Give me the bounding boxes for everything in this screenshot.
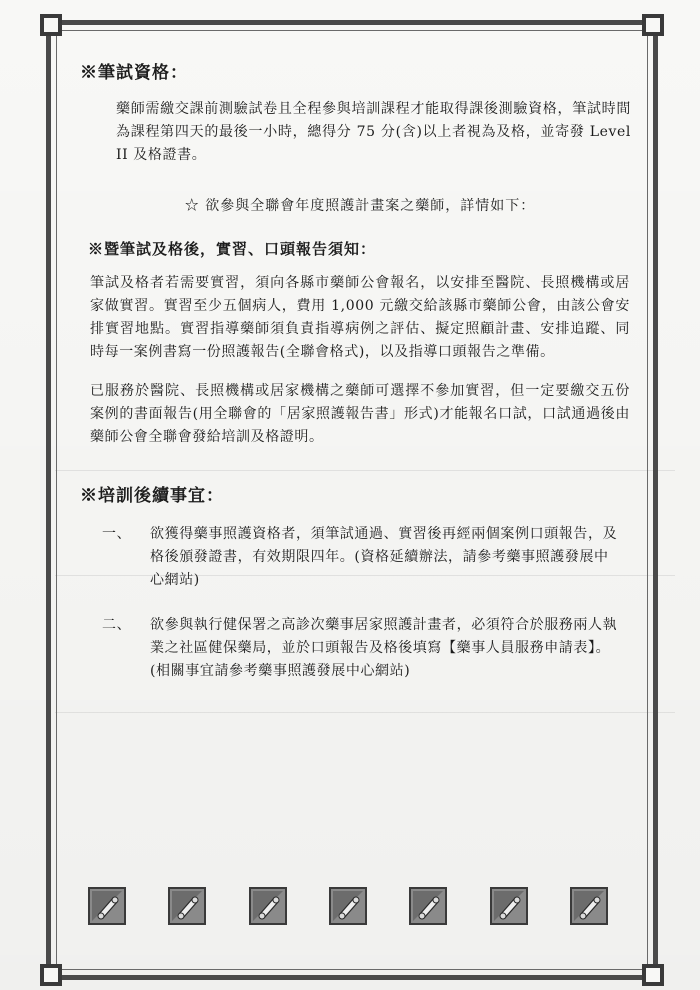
scroll-icon	[490, 887, 528, 925]
follow-up-item-text: 欲獲得藥事照護資格者，須筆試通過、實習後再經兩個案例口頭報告，及格後頒發證書，有效期限四年。(資格延續辦法，請參考藥事照護發展中心網站)	[150, 525, 618, 588]
follow-up-item	[102, 614, 622, 683]
follow-up-item-number: 一、	[102, 525, 132, 542]
follow-up-item	[102, 523, 622, 592]
document-content	[80, 62, 640, 683]
practice-paragraph-1: 筆試及格者若需要實習，須向各縣市藥師公會報名，以安排至醫院、長照機構或居家做實習。實習至少五個病人，費用 1,000 元繳交給該縣市藥師公會，由該公會安排實習地點。實習指導藥師須負責指導病例之評估、擬定照顧計畫、安排追蹤、同時每一案例書寫一份照護報告(全聯會格式)，以及指導口頭報告之準備。	[90, 274, 630, 360]
scroll-icon	[329, 887, 367, 925]
practice-report-heading: ※暨筆試及格後，實習、口頭報告須知：	[88, 239, 377, 258]
notice-line: ☆ 欲參與全聯會年度照護計畫案之藥師，詳情如下：	[184, 197, 536, 214]
written-exam-heading: ※筆試資格：	[80, 63, 188, 83]
written-exam-body: 藥師需繳交課前測驗試卷且全程參與培訓課程才能取得課後測驗資格，筆試時間為課程第四天的最後一小時，總得分 75 分(含)以上者視為及格，並寄發 Level II 及格證書。	[116, 100, 631, 163]
scroll-icon	[409, 887, 447, 925]
scroll-icon	[88, 887, 126, 925]
practice-paragraph-2: 已服務於醫院、長照機構或居家機構之藥師可選擇不參加實習，但一定要繳交五份案例的書面報告(用全聯會的「居家照護報告書」形式)才能報名口試，口試通過後由藥師公會全聯會發給培訓及格證明。	[90, 382, 630, 445]
frame-corner	[642, 14, 664, 36]
scroll-icon	[570, 887, 608, 925]
follow-up-item-text: 欲參與執行健保署之高診次藥事居家照護計畫者，必須符合於服務兩人執業之社區健保藥局，並於口頭報告及格後填寫【藥事人員服務申請表】。(相關事宜請參考藥事照護發展中心網站)	[150, 616, 618, 679]
follow-up-item-number: 二、	[102, 616, 132, 633]
follow-up-heading: ※培訓後續事宜：	[80, 485, 224, 506]
footer-ornament-row	[88, 887, 608, 925]
frame-corner	[40, 14, 62, 36]
frame-corner	[642, 964, 664, 986]
scroll-icon	[249, 887, 287, 925]
scroll-icon	[168, 887, 206, 925]
frame-corner	[40, 964, 62, 986]
